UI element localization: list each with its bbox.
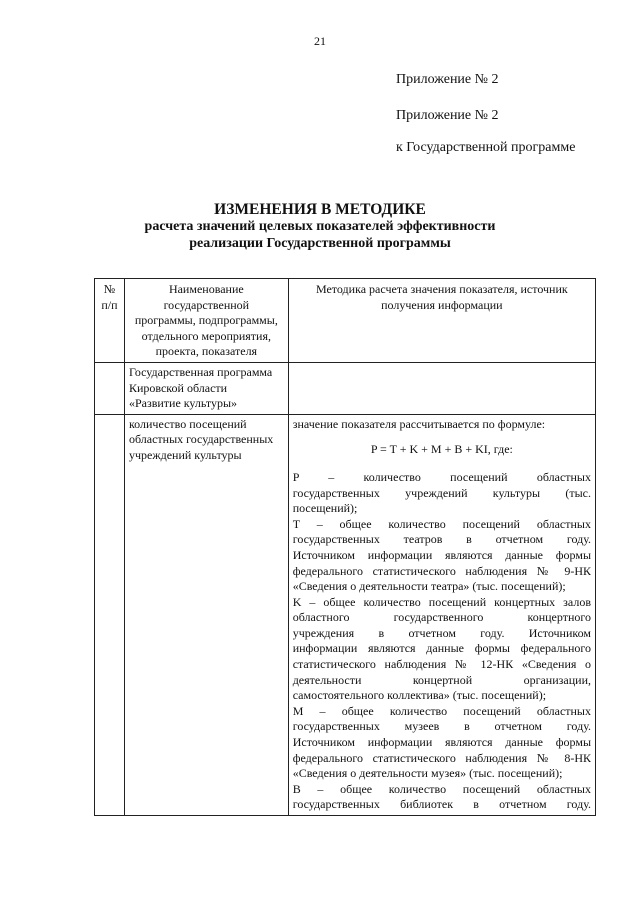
indicator-num-cell [95, 414, 125, 815]
cell-text-line: Кировской области [128, 380, 228, 395]
program-name-cell [124, 362, 288, 414]
program-num-cell [95, 362, 125, 414]
cell-text-line: «Развитие культуры» [128, 396, 238, 411]
definition-line: государственных библиотек в отчетном году. [292, 797, 591, 812]
cell-text-line: Методика расчета значения показателя, источник [315, 282, 568, 296]
definition-paragraph [293, 517, 591, 595]
definition-line: учреждения в отчетном году. Источником [292, 625, 591, 640]
appendix-line-1: Приложение № 2 [396, 72, 499, 87]
cell-text-line: № [103, 282, 116, 296]
definition-line: федерального статистического наблюдения № 9-НК [292, 563, 591, 578]
header-method-cell [288, 279, 595, 363]
cell-text-line: отдельного мероприятия, [141, 328, 271, 343]
definition-line: «Сведения о деятельности музея» (тыс. посещений); [292, 766, 563, 781]
definition-line: K – общее количество посещений концертных залов [292, 594, 591, 609]
definition-line: государственных музеев в отчетном году. [292, 719, 591, 734]
title-sub-1: расчета значений целевых показателей эффективности [144, 219, 496, 234]
definition-paragraph [293, 595, 591, 704]
cell-text-line: количество посещений [128, 416, 247, 431]
definition-line: самостоятельного коллектива» (тыс. посещений); [292, 688, 547, 703]
definition-line: информации являются данные формы федерального [292, 641, 591, 656]
appendix-line-2: Приложение № 2 [396, 108, 499, 123]
cell-text-line: проекта, показателя [155, 344, 258, 359]
definition-line: государственных театров в отчетном году. [292, 532, 591, 547]
cell-text-line: п/п [101, 297, 118, 312]
definition-line: T – общее количество посещений областных [292, 516, 591, 531]
cell-text-line: Наименование [168, 282, 244, 296]
indicator-name-cell [124, 414, 288, 815]
document-title [0, 201, 640, 252]
table-row-program [95, 362, 596, 414]
definition-line: посещений); [292, 501, 358, 516]
definition-paragraph [293, 782, 591, 813]
definition-line: государственных учреждений культуры (тыс. [292, 485, 591, 500]
title-main: ИЗМЕНЕНИЯ В МЕТОДИКЕ [214, 201, 426, 218]
cell-text-line: областных государственных [128, 432, 274, 447]
definition-line: статистического наблюдения № 12-НК «Сведения о [292, 657, 591, 672]
program-method-cell [288, 362, 595, 414]
definition-line: «Сведения о деятельности театра» (тыс. посещений); [292, 579, 566, 594]
header-name-cell [124, 279, 288, 363]
cell-text-line: Государственная программа [128, 364, 273, 379]
title-sub-2: реализации Государственной программы [189, 236, 451, 251]
method-intro: значение показателя рассчитывается по формуле: [292, 416, 546, 431]
definition-line: P – количество посещений областных [292, 469, 591, 484]
definition-line: деятельности концертной организации, [292, 672, 591, 687]
indicator-method-cell [288, 414, 595, 815]
definition-line: федерального статистического наблюдения № 8-НК [292, 750, 591, 765]
method-formula: P = T + K + M + B + KI, где: [370, 442, 513, 457]
definition-paragraph [293, 704, 591, 782]
methodology-table [94, 278, 596, 816]
definition-paragraph [293, 470, 591, 517]
cell-text-line: государственной [163, 297, 250, 312]
table-row-indicator [95, 414, 596, 815]
cell-text-line: программы, подпрограммы, [134, 313, 278, 328]
definition-line: Источником информации являются данные формы [292, 735, 591, 750]
definition-line: областного государственного концертного [292, 610, 591, 625]
header-num-cell [95, 279, 125, 363]
appendix-line-3: к Государственной программе [396, 140, 576, 155]
cell-text-line: получения информации [381, 297, 503, 312]
page-number: 21 [314, 34, 326, 48]
table-header-row [95, 279, 596, 363]
cell-text-line: учреждений культуры [128, 447, 242, 462]
definition-line: Источником информации являются данные формы [292, 547, 591, 562]
definition-line: B – общее количество посещений областных [292, 781, 591, 796]
method-definitions [293, 470, 591, 813]
definition-line: M – общее количество посещений областных [292, 703, 591, 718]
